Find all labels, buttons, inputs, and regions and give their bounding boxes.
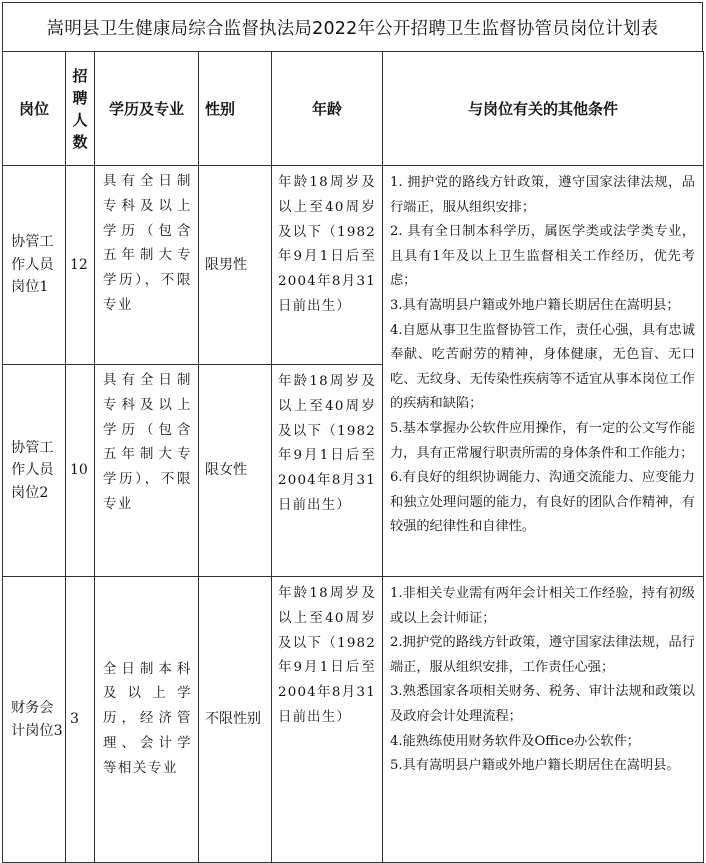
row1-position: 协管工作人员岗位1 xyxy=(3,166,66,365)
document-title: 嵩明县卫生健康局综合监督执法局2022年公开招聘卫生监督协管员岗位计划表 xyxy=(2,2,703,52)
header-gender: 性别 xyxy=(199,52,272,166)
row2-education: 具有全日制专科及以上学历（包含五年制大专学历），不限专业 xyxy=(95,365,199,577)
shared-condition-item: 1. 拥护党的路线方针政策，遵守国家法律法规，品行端正，服从组织安排； xyxy=(390,175,695,215)
header-education: 学历及专业 xyxy=(95,52,199,166)
position-plan-table xyxy=(2,51,704,863)
header-count-char: 聘 xyxy=(72,88,88,107)
row1-count: 12 xyxy=(66,166,95,365)
finance-conditions-cell xyxy=(383,577,704,863)
row3-position: 财务会计岗位3 xyxy=(3,577,66,863)
header-count xyxy=(66,52,95,166)
row2-age: 年龄18周岁及以上至40周岁及以下（1982年9月1日后至2004年8月31日前出生） xyxy=(272,365,383,577)
row2-gender: 限女性 xyxy=(199,365,272,577)
shared-conditions-list xyxy=(390,171,695,540)
table-row xyxy=(3,577,704,863)
table-row xyxy=(3,166,704,365)
row3-age: 年龄18周岁及以上至40周岁及以下（1982年9月1日后至2004年8月31日前出生） xyxy=(272,577,383,863)
header-age: 年龄 xyxy=(272,52,383,166)
header-count-text xyxy=(66,65,94,153)
shared-condition-item: 6.有良好的组织协调能力、沟通交流能力、应变能力和独立处理问题的能力，有良好的团队合作精神，有较强的纪律性和自律性。 xyxy=(390,470,695,535)
header-count-char: 数 xyxy=(72,132,88,151)
row2-position: 协管工作人员岗位2 xyxy=(3,365,66,577)
finance-condition-item: 4.能熟练使用财务软件及Office办公软件； xyxy=(390,733,640,749)
finance-condition-item: 5.具有嵩明县户籍或外地户籍长期居住在嵩明县。 xyxy=(390,758,680,774)
shared-condition-item: 3.具有嵩明县户籍或外地户籍长期居住在嵩明县； xyxy=(390,297,680,313)
header-count-char: 人 xyxy=(72,110,88,129)
finance-condition-item: 3.熟悉国家各项相关财务、税务、审计法规和政策以及政府会计处理流程； xyxy=(390,684,695,724)
row1-gender: 限男性 xyxy=(199,166,272,365)
row2-count: 10 xyxy=(66,365,95,577)
table-header-row xyxy=(3,52,704,166)
row1-education: 具有全日制专科及以上学历（包含五年制大专学历），不限专业 xyxy=(95,166,199,365)
header-count-char: 招 xyxy=(72,66,88,85)
shared-conditions-cell xyxy=(383,166,704,577)
finance-conditions-list xyxy=(390,582,695,779)
shared-condition-item: 5.基本掌握办公软件应用操作，有一定的公文写作能力，具有正常履行职责所需的身体条件和工作能力； xyxy=(390,420,695,461)
row3-count: 3 xyxy=(66,577,95,863)
row3-education: 全日制本科及以上学历，经济管理、会计学等相关专业 xyxy=(95,577,199,863)
finance-condition-item: 2.拥护党的路线方针政策，遵守国家法律法规，品行端正，服从组织安排，工作责任心强； xyxy=(390,635,695,675)
header-other: 与岗位有关的其他条件 xyxy=(383,52,704,166)
header-position: 岗位 xyxy=(3,52,66,166)
shared-condition-item: 4.自愿从事卫生监督协管工作，责任心强，具有忠诚奉献、吃苦耐劳的精神，身体健康，无色盲、无口吃、无纹身、无传染性疾病等不适宜从事本岗位工作的疾病和缺陷； xyxy=(390,322,695,412)
finance-condition-item: 1.非相关专业需有两年会计相关工作经验，持有初级或以上会计师证； xyxy=(390,586,695,626)
row3-gender: 不限性别 xyxy=(199,577,272,863)
row1-age: 年龄18周岁及以上至40周岁及以下（1982年9月1日后至2004年8月31日前出生） xyxy=(272,166,383,365)
shared-condition-item: 2. 具有全日制本科学历，属医学类或法学类专业，且具有1年及以上卫生监督相关工作经历，优先考虑； xyxy=(390,224,695,289)
recruitment-plan-page xyxy=(2,2,703,859)
